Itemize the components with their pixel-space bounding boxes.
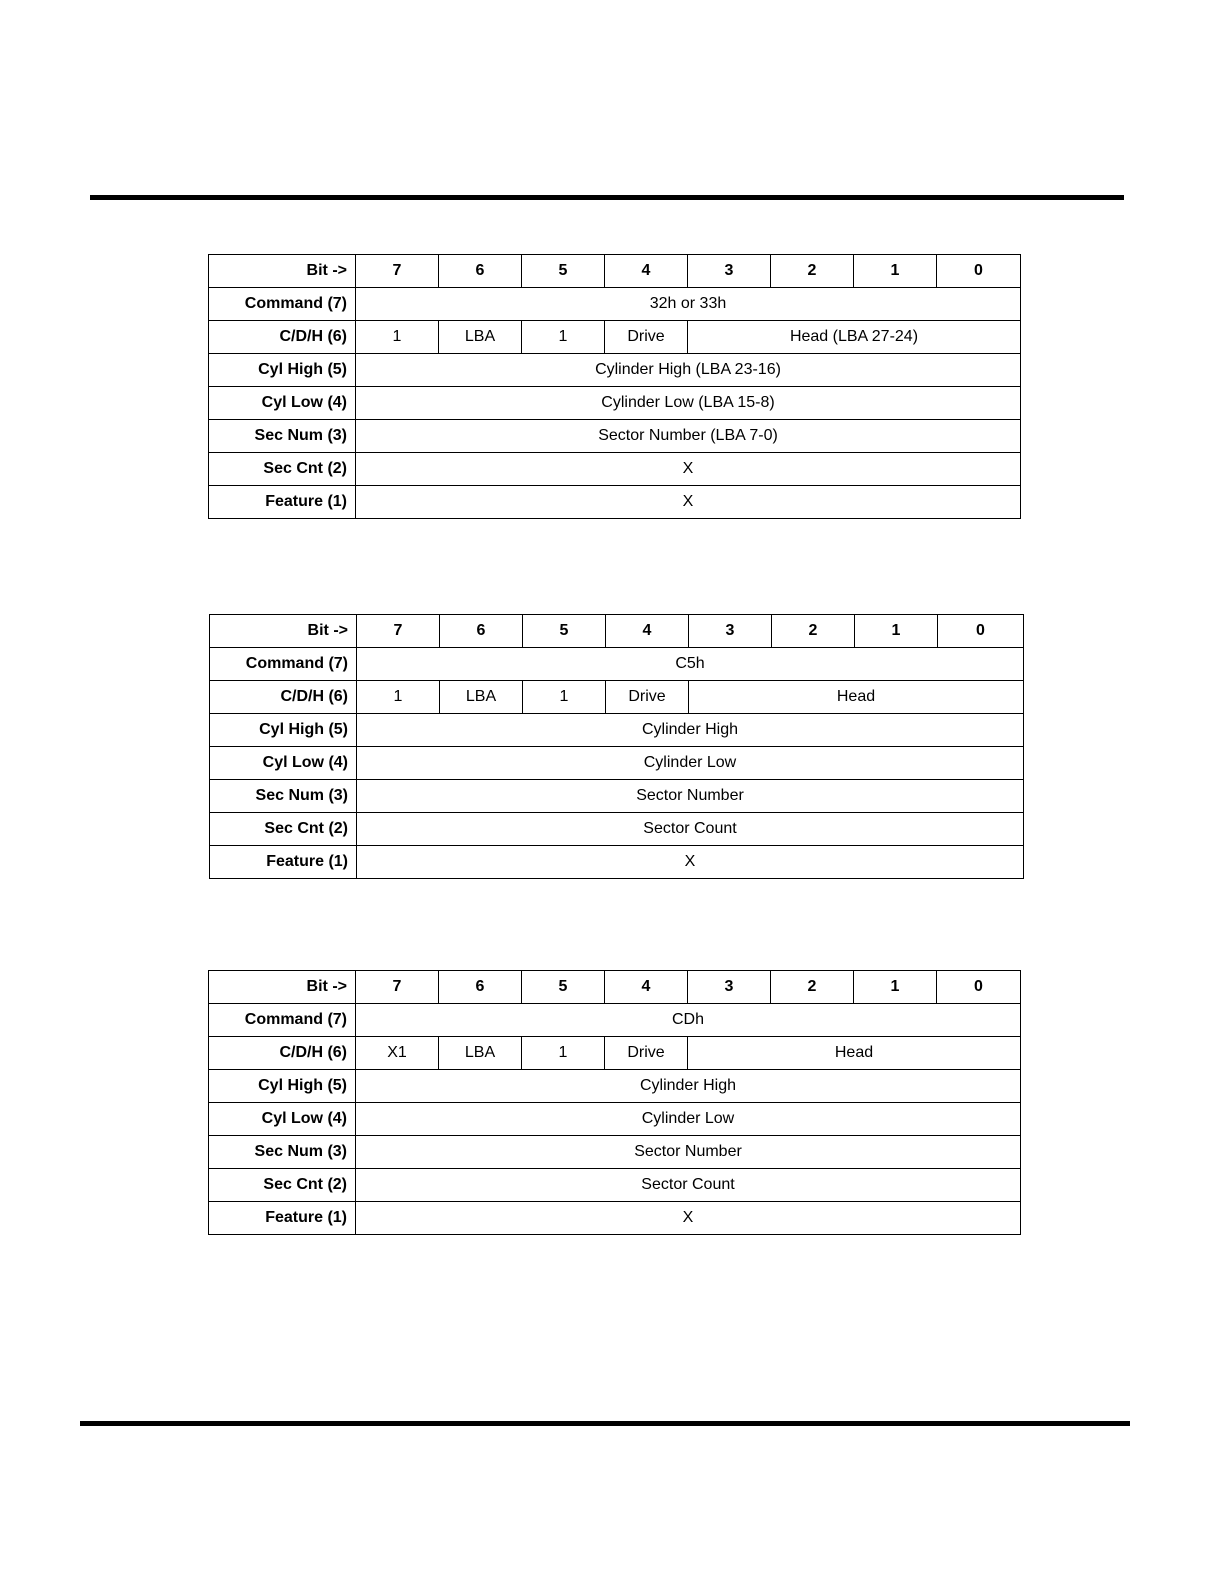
command-value: C5h [357, 648, 1024, 681]
cyl-low-row [210, 747, 1024, 780]
cdh-row [209, 321, 1021, 354]
top-rule [90, 195, 1124, 200]
bit-header-row [209, 971, 1021, 1004]
row-label: Sec Cnt (2) [209, 453, 356, 486]
row-label: Cyl Low (4) [209, 1103, 356, 1136]
cdh-bit7: 1 [357, 681, 440, 714]
sec-cnt-row [209, 453, 1021, 486]
command-row [210, 648, 1024, 681]
bit-number: 7 [356, 255, 439, 288]
cyl-high-row [210, 714, 1024, 747]
cyl-high-row [209, 1070, 1021, 1103]
bit-number: 3 [688, 971, 771, 1004]
command-row [209, 288, 1021, 321]
row-label: Bit -> [210, 615, 357, 648]
row-label: Feature (1) [210, 846, 357, 879]
cyl-high-value: Cylinder High (LBA 23-16) [356, 354, 1021, 387]
sec-cnt-row [210, 813, 1024, 846]
register-table-3 [208, 970, 1021, 1235]
bit-number: 2 [771, 255, 854, 288]
command-value: CDh [356, 1004, 1021, 1037]
bit-number: 5 [522, 971, 605, 1004]
feature-value: X [357, 846, 1024, 879]
cdh-bit4: Drive [606, 681, 689, 714]
bit-number: 2 [771, 971, 854, 1004]
bit-number: 4 [605, 255, 688, 288]
bit-header-row [209, 255, 1021, 288]
sec-num-row [209, 1136, 1021, 1169]
cyl-high-value: Cylinder High [357, 714, 1024, 747]
register-table-2 [209, 614, 1024, 879]
bit-number: 0 [937, 255, 1021, 288]
bottom-rule [80, 1421, 1130, 1426]
cyl-low-value: Cylinder Low [357, 747, 1024, 780]
cdh-bit5: 1 [522, 321, 605, 354]
row-label: Sec Num (3) [210, 780, 357, 813]
cdh-bit6: LBA [439, 321, 522, 354]
cdh-bit7: 1 [356, 321, 439, 354]
bit-number: 6 [439, 971, 522, 1004]
row-label: Sec Num (3) [209, 420, 356, 453]
row-label: Sec Cnt (2) [209, 1169, 356, 1202]
cyl-low-value: Cylinder Low (LBA 15-8) [356, 387, 1021, 420]
cdh-bit5: 1 [523, 681, 606, 714]
bit-number: 3 [689, 615, 772, 648]
row-label: Feature (1) [209, 486, 356, 519]
row-label: Bit -> [209, 971, 356, 1004]
bit-number: 0 [938, 615, 1024, 648]
feature-row [209, 486, 1021, 519]
cdh-head: Head (LBA 27-24) [688, 321, 1021, 354]
feature-value: X [356, 486, 1021, 519]
register-table-1 [208, 254, 1021, 519]
row-label: Cyl High (5) [209, 1070, 356, 1103]
feature-value: X [356, 1202, 1021, 1235]
sec-num-value: Sector Number (LBA 7-0) [356, 420, 1021, 453]
row-label: Cyl Low (4) [209, 387, 356, 420]
cdh-row [210, 681, 1024, 714]
row-label: Command (7) [209, 288, 356, 321]
row-label: Bit -> [209, 255, 356, 288]
bit-number: 1 [855, 615, 938, 648]
feature-row [210, 846, 1024, 879]
cyl-low-row [209, 387, 1021, 420]
bit-number: 4 [606, 615, 689, 648]
sec-num-value: Sector Number [356, 1136, 1021, 1169]
sec-cnt-value: Sector Count [357, 813, 1024, 846]
bit-number: 3 [688, 255, 771, 288]
bit-number: 5 [522, 255, 605, 288]
cdh-bit6: LBA [440, 681, 523, 714]
cyl-high-row [209, 354, 1021, 387]
sec-cnt-value: X [356, 453, 1021, 486]
bit-number: 7 [357, 615, 440, 648]
row-label: Command (7) [209, 1004, 356, 1037]
cdh-row [209, 1037, 1021, 1070]
cdh-bit4: Drive [605, 1037, 688, 1070]
bit-header-row [210, 615, 1024, 648]
command-row [209, 1004, 1021, 1037]
bit-number: 6 [440, 615, 523, 648]
row-label: Cyl High (5) [210, 714, 357, 747]
sec-cnt-value: Sector Count [356, 1169, 1021, 1202]
cyl-high-value: Cylinder High [356, 1070, 1021, 1103]
cdh-head: Head [689, 681, 1024, 714]
row-label: Command (7) [210, 648, 357, 681]
bit-number: 0 [937, 971, 1021, 1004]
row-label: C/D/H (6) [209, 1037, 356, 1070]
sec-num-value: Sector Number [357, 780, 1024, 813]
feature-row [209, 1202, 1021, 1235]
row-label: Cyl Low (4) [210, 747, 357, 780]
bit-number: 7 [356, 971, 439, 1004]
cdh-bit4: Drive [605, 321, 688, 354]
cyl-low-value: Cylinder Low [356, 1103, 1021, 1136]
row-label: C/D/H (6) [210, 681, 357, 714]
cyl-low-row [209, 1103, 1021, 1136]
bit-number: 1 [854, 971, 937, 1004]
row-label: Sec Num (3) [209, 1136, 356, 1169]
command-value: 32h or 33h [356, 288, 1021, 321]
row-label: C/D/H (6) [209, 321, 356, 354]
bit-number: 6 [439, 255, 522, 288]
bit-number: 5 [523, 615, 606, 648]
sec-num-row [209, 420, 1021, 453]
sec-num-row [210, 780, 1024, 813]
bit-number: 4 [605, 971, 688, 1004]
cdh-bit5: 1 [522, 1037, 605, 1070]
cdh-bit7: X1 [356, 1037, 439, 1070]
sec-cnt-row [209, 1169, 1021, 1202]
cdh-bit6: LBA [439, 1037, 522, 1070]
row-label: Sec Cnt (2) [210, 813, 357, 846]
row-label: Cyl High (5) [209, 354, 356, 387]
bit-number: 1 [854, 255, 937, 288]
bit-number: 2 [772, 615, 855, 648]
cdh-head: Head [688, 1037, 1021, 1070]
row-label: Feature (1) [209, 1202, 356, 1235]
